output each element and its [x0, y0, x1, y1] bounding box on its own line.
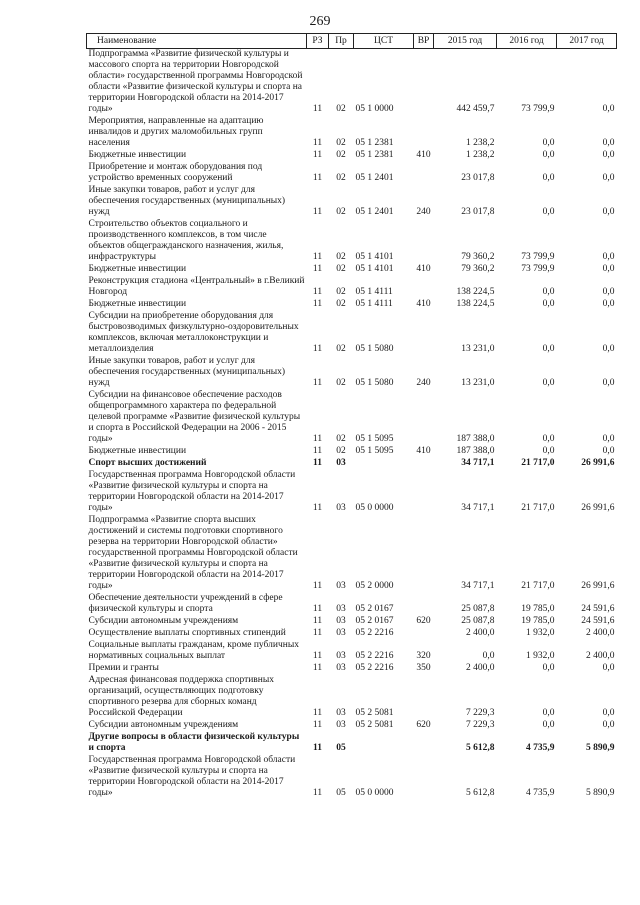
row-pr-cell: 02	[336, 150, 346, 160]
row-vr-cell	[414, 116, 434, 150]
row-pr-cell: 02	[336, 264, 346, 274]
row-2016-cell: 0,0	[542, 150, 555, 160]
row-2016-cell: 4 735,9	[526, 788, 555, 798]
row-2016-cell: 21 717,0	[521, 503, 555, 513]
row-2015-cell: 23 017,8	[461, 207, 495, 217]
row-cst-cell: 05 1 5095	[355, 446, 394, 456]
row-2015-cell: 7 229,3	[466, 708, 495, 718]
row-pr-cell: 02	[336, 378, 346, 388]
row-name-cell: Бюджетные инвестиции	[88, 150, 187, 160]
row-2015-cell: 187 388,0	[456, 446, 495, 456]
row-2015-cell: 34 717,1	[461, 581, 495, 591]
row-rz-cell: 11	[313, 743, 322, 753]
row-cst-cell: 05 1 5095	[355, 434, 394, 444]
row-rz-cell: 11	[312, 252, 323, 262]
row-2016-cell: 0,0	[542, 446, 555, 456]
row-2015-cell: 7 229,3	[466, 720, 495, 730]
row-pr-cell: 03	[336, 458, 346, 468]
row-2015-cell: 0,0	[482, 651, 495, 661]
row-vr-cell: 240	[416, 207, 431, 217]
row-rz-cell: 11	[312, 344, 323, 354]
table-row	[87, 162, 617, 185]
row-pr-cell: 02	[336, 344, 346, 354]
row-cst-cell: 05 0 0000	[355, 788, 394, 798]
row-2017-cell: 24 591,6	[581, 604, 615, 614]
row-2015-cell: 187 388,0	[456, 434, 495, 444]
row-name-cell: Иные закупки товаров, работ и услуг для обеспечения государственных (муниципальных) нужд	[88, 356, 286, 388]
row-2015-cell: 23 017,8	[461, 173, 495, 183]
row-rz-cell: 11	[312, 299, 323, 309]
table-row	[87, 675, 617, 720]
row-2017-cell: 24 591,6	[581, 616, 615, 626]
row-vr-cell	[414, 219, 434, 264]
row-name-cell: Реконструкция стадиона «Центральный» в г.Великий Новгород	[88, 276, 305, 297]
row-vr-cell: 620	[416, 616, 431, 626]
row-pr-cell: 05	[336, 743, 346, 753]
row-2016-cell: 0,0	[542, 708, 555, 718]
table-row	[87, 663, 617, 675]
row-cst-cell: 05 1 4101	[355, 252, 394, 262]
header-2017: 2017 год	[557, 34, 617, 49]
header-vr: ВР	[414, 34, 434, 49]
row-pr-cell: 02	[336, 207, 346, 217]
row-2015-cell: 2 400,0	[466, 628, 495, 638]
row-cst-cell: 05 2 0167	[355, 604, 394, 614]
row-vr-cell	[414, 49, 434, 117]
row-pr-cell: 03	[336, 651, 346, 661]
row-cst-cell	[354, 458, 414, 470]
row-name-cell: Бюджетные инвестиции	[88, 299, 187, 309]
table-row	[87, 219, 617, 264]
row-cst-cell: 05 1 5080	[355, 344, 394, 354]
table-row	[87, 515, 617, 593]
row-2017-cell: 26 991,6	[581, 581, 615, 591]
row-2016-cell: 0,0	[542, 287, 555, 297]
row-cst-cell: 05 2 2216	[355, 663, 394, 673]
row-cst-cell: 05 2 5081	[355, 720, 394, 730]
row-vr-cell: 410	[416, 150, 431, 160]
row-2015-cell: 1 238,2	[466, 150, 495, 160]
row-2015-cell: 442 459,7	[456, 104, 495, 114]
row-2017-cell: 0,0	[602, 287, 615, 297]
table-row	[87, 185, 617, 219]
page-number: 269	[309, 14, 331, 29]
table-row	[87, 356, 617, 390]
row-rz-cell: 11	[312, 446, 323, 456]
table-row	[87, 150, 617, 162]
row-vr-cell	[414, 732, 434, 755]
table-row	[87, 276, 617, 299]
row-pr-cell: 03	[336, 628, 346, 638]
row-2015-cell: 13 231,0	[461, 378, 495, 388]
row-pr-cell: 02	[336, 287, 346, 297]
row-cst-cell: 05 1 4111	[355, 287, 393, 297]
row-pr-cell: 02	[336, 104, 346, 114]
row-2017-cell: 2 400,0	[586, 651, 615, 661]
row-2017-cell: 5 890,9	[586, 788, 615, 798]
row-2017-cell: 26 991,6	[581, 458, 615, 468]
row-name-cell: Обеспечение деятельности учреждений в сфере физической культуры и спорта	[88, 593, 283, 614]
row-cst-cell: 05 1 2401	[355, 207, 394, 217]
row-vr-cell	[414, 458, 434, 470]
row-2015-cell: 1 238,2	[466, 138, 495, 148]
row-cst-cell: 05 1 5080	[355, 378, 394, 388]
row-2017-cell: 0,0	[602, 150, 615, 160]
row-2016-cell: 0,0	[542, 378, 555, 388]
row-rz-cell: 11	[312, 616, 323, 626]
row-pr-cell: 02	[336, 252, 346, 262]
row-2015-cell: 34 717,1	[461, 503, 495, 513]
table-row	[87, 458, 617, 470]
table-row	[87, 116, 617, 150]
row-2017-cell: 0,0	[602, 299, 615, 309]
row-2017-cell: 0,0	[602, 344, 615, 354]
table-row	[87, 49, 617, 117]
row-name-cell: Приобретение и монтаж оборудования под устройство временных сооружений	[88, 162, 263, 183]
row-name-cell: Субсидии автономным учреждениям	[88, 616, 239, 626]
row-vr-cell: 620	[416, 720, 431, 730]
row-2017-cell: 0,0	[602, 173, 615, 183]
row-pr-cell: 02	[336, 299, 346, 309]
row-rz-cell: 11	[312, 150, 323, 160]
row-name-cell: Подпрограмма «Развитие спорта высших достижений и системы подготовки спортивного резерва на территории Новгородской области» государственной программы Новгородской области «Развитие физической культуры и спорта на территории Новгородской области на 2014-2017 годы»	[88, 515, 298, 591]
row-rz-cell: 11	[312, 604, 323, 614]
row-vr-cell	[414, 593, 434, 616]
header-2015: 2015 год	[434, 34, 497, 49]
row-rz-cell: 11	[312, 663, 323, 673]
row-2017-cell: 0,0	[602, 207, 615, 217]
row-vr-cell: 350	[416, 663, 431, 673]
row-name-cell: Субсидии автономным учреждениям	[88, 720, 239, 730]
header-cst: ЦСТ	[354, 34, 414, 49]
row-cst-cell: 05 2 0167	[355, 616, 394, 626]
table-row	[87, 470, 617, 515]
row-2016-cell: 21 717,0	[521, 581, 555, 591]
row-2016-cell: 0,0	[542, 720, 555, 730]
row-rz-cell: 11	[312, 651, 323, 661]
row-name-cell: Осуществление выплаты спортивных стипендий	[88, 628, 286, 638]
row-2017-cell: 26 991,6	[581, 503, 615, 513]
row-name-cell: Государственная программа Новгородской области «Развитие физической культуры и спорта на территории Новгородской области на 2014-2017 годы»	[88, 470, 296, 513]
row-vr-cell: 410	[416, 264, 431, 274]
row-2015-cell: 34 717,1	[461, 458, 495, 468]
row-vr-cell	[414, 162, 434, 185]
row-name-cell: Подпрограмма «Развитие физической культуры и массового спорта на территории Новгородской области» государственной программы Новгородской области «Развитие физической культуры и спорта на территории Новгородской области на 2014-2017 годы»	[88, 49, 303, 114]
row-2016-cell: 0,0	[542, 434, 555, 444]
row-2016-cell: 0,0	[542, 344, 555, 354]
row-rz-cell: 11	[312, 708, 323, 718]
row-rz-cell: 11	[312, 720, 323, 730]
table-row	[87, 720, 617, 732]
row-name-cell: Государственная программа Новгородской области «Развитие физической культуры и спорта на территории Новгородской области на 2014-2017 годы»	[88, 755, 296, 798]
row-cst-cell: 05 1 4111	[355, 299, 393, 309]
row-vr-cell	[414, 390, 434, 446]
table-row	[87, 299, 617, 311]
row-cst-cell: 05 2 2216	[355, 628, 394, 638]
budget-table	[86, 33, 617, 800]
row-2015-cell: 138 224,5	[456, 287, 495, 297]
row-pr-cell: 03	[336, 604, 346, 614]
row-rz-cell: 11	[312, 287, 323, 297]
row-vr-cell: 410	[416, 299, 431, 309]
row-2016-cell: 21 717,0	[521, 458, 555, 468]
row-rz-cell: 11	[312, 138, 323, 148]
row-2015-cell: 5 612,8	[466, 743, 495, 753]
row-2017-cell: 0,0	[602, 104, 615, 114]
row-2016-cell: 0,0	[542, 299, 555, 309]
row-2016-cell: 1 932,0	[526, 628, 555, 638]
row-2015-cell: 138 224,5	[456, 299, 495, 309]
row-vr-cell	[414, 276, 434, 299]
row-pr-cell: 02	[336, 138, 346, 148]
row-2016-cell: 0,0	[542, 173, 555, 183]
row-2016-cell: 1 932,0	[526, 651, 555, 661]
row-vr-cell: 320	[416, 651, 431, 661]
row-vr-cell	[414, 470, 434, 515]
table-row	[87, 264, 617, 276]
row-2017-cell: 5 890,9	[586, 743, 615, 753]
row-2016-cell: 0,0	[542, 138, 555, 148]
table-row	[87, 593, 617, 616]
row-name-cell: Строительство объектов социального и производственного комплексов, в том числе объектов общегражданского назначения, жилья, инфраструктуры	[88, 219, 284, 262]
table-row	[87, 390, 617, 446]
row-2015-cell: 13 231,0	[461, 344, 495, 354]
table-row	[87, 311, 617, 356]
row-2015-cell: 25 087,8	[461, 604, 495, 614]
row-pr-cell: 03	[336, 663, 346, 673]
row-cst-cell: 05 1 4101	[355, 264, 394, 274]
row-cst-cell: 05 1 2401	[355, 173, 394, 183]
header-rz: РЗ	[307, 34, 329, 49]
row-name-cell: Спорт высших достижений	[88, 458, 207, 468]
table-row	[87, 640, 617, 663]
table-header-row	[87, 34, 617, 49]
row-2017-cell: 0,0	[602, 720, 615, 730]
row-rz-cell: 11	[312, 207, 323, 217]
table-row	[87, 755, 617, 800]
row-2015-cell: 5 612,8	[466, 788, 495, 798]
row-2017-cell: 0,0	[602, 138, 615, 148]
row-vr-cell	[414, 755, 434, 800]
row-pr-cell: 03	[336, 720, 346, 730]
header-name: Наименование	[87, 34, 307, 49]
row-rz-cell: 11	[312, 788, 323, 798]
row-cst-cell: 05 2 2216	[355, 651, 394, 661]
row-vr-cell: 240	[416, 378, 431, 388]
row-2017-cell: 0,0	[602, 378, 615, 388]
row-2016-cell: 4 735,9	[526, 743, 555, 753]
row-rz-cell: 11	[312, 581, 323, 591]
row-name-cell: Мероприятия, направленные на адаптацию инвалидов и других маломобильных групп населения	[88, 116, 264, 148]
row-pr-cell: 03	[336, 616, 346, 626]
row-rz-cell: 11	[312, 434, 323, 444]
row-2015-cell: 79 360,2	[461, 264, 495, 274]
row-name-cell: Бюджетные инвестиции	[88, 264, 187, 274]
row-name-cell: Бюджетные инвестиции	[88, 446, 187, 456]
row-2016-cell: 0,0	[542, 663, 555, 673]
row-vr-cell	[414, 515, 434, 593]
table-body	[87, 49, 617, 801]
row-pr-cell: 03	[336, 581, 346, 591]
row-2016-cell: 0,0	[542, 207, 555, 217]
row-pr-cell: 02	[336, 173, 346, 183]
row-2016-cell: 73 799,9	[521, 264, 555, 274]
row-2017-cell: 0,0	[602, 264, 615, 274]
row-pr-cell: 05	[336, 788, 346, 798]
table-row	[87, 616, 617, 628]
row-rz-cell: 11	[312, 264, 323, 274]
row-vr-cell	[414, 311, 434, 356]
row-2017-cell: 0,0	[602, 434, 615, 444]
row-2017-cell: 0,0	[602, 446, 615, 456]
table-row	[87, 628, 617, 640]
row-2015-cell: 79 360,2	[461, 252, 495, 262]
row-name-cell: Премии и гранты	[88, 663, 159, 673]
row-2017-cell: 0,0	[602, 252, 615, 262]
row-rz-cell: 11	[312, 378, 323, 388]
row-pr-cell: 03	[336, 503, 346, 513]
row-rz-cell: 11	[312, 503, 323, 513]
row-rz-cell: 11	[312, 628, 323, 638]
row-2016-cell: 73 799,9	[521, 104, 555, 114]
row-vr-cell	[414, 628, 434, 640]
row-2015-cell: 2 400,0	[466, 663, 495, 673]
row-2017-cell: 2 400,0	[586, 628, 615, 638]
row-rz-cell: 11	[312, 104, 323, 114]
row-cst-cell: 05 1 2381	[355, 138, 394, 148]
row-name-cell: Другие вопросы в области физической культуры и спорта	[88, 732, 300, 753]
row-vr-cell	[414, 675, 434, 720]
row-pr-cell: 03	[336, 708, 346, 718]
row-2016-cell: 19 785,0	[521, 616, 555, 626]
row-vr-cell: 410	[416, 446, 431, 456]
row-name-cell: Субсидии на финансовое обеспечение расходов общепрограммного характера по федеральной целевой программе «Развитие физической культуры и спорта в Российской Федерации на 2006 - 2015 годы»	[88, 390, 301, 444]
row-2016-cell: 73 799,9	[521, 252, 555, 262]
row-2017-cell: 0,0	[602, 663, 615, 673]
row-name-cell: Адресная финансовая поддержка спортивных организаций, осуществляющих подготовку спортивного резерва для сборных команд Российской Федерации	[88, 675, 275, 718]
header-2016: 2016 год	[497, 34, 557, 49]
row-cst-cell: 05 2 0000	[355, 581, 394, 591]
row-pr-cell: 02	[336, 446, 346, 456]
row-cst-cell: 05 0 0000	[355, 503, 394, 513]
row-cst-cell	[354, 732, 414, 755]
row-name-cell: Иные закупки товаров, работ и услуг для обеспечения государственных (муниципальных) нужд	[88, 185, 286, 217]
row-rz-cell: 11	[313, 458, 322, 468]
row-2017-cell: 0,0	[602, 708, 615, 718]
header-pr: Пр	[329, 34, 354, 49]
row-rz-cell: 11	[312, 173, 323, 183]
row-name-cell: Субсидии на приобретение оборудования для быстровозводимых физкультурно-оздоровительных комплексов, включая металлоконструкции и металлоизделия	[88, 311, 299, 354]
row-2015-cell: 25 087,8	[461, 616, 495, 626]
row-cst-cell: 05 1 0000	[355, 104, 394, 114]
row-cst-cell: 05 2 5081	[355, 708, 394, 718]
table-row	[87, 446, 617, 458]
row-cst-cell: 05 1 2381	[355, 150, 394, 160]
row-name-cell: Социальные выплаты гражданам, кроме публичных нормативных социальных выплат	[88, 640, 299, 661]
table-row	[87, 732, 617, 755]
row-pr-cell: 02	[336, 434, 346, 444]
row-2016-cell: 19 785,0	[521, 604, 555, 614]
